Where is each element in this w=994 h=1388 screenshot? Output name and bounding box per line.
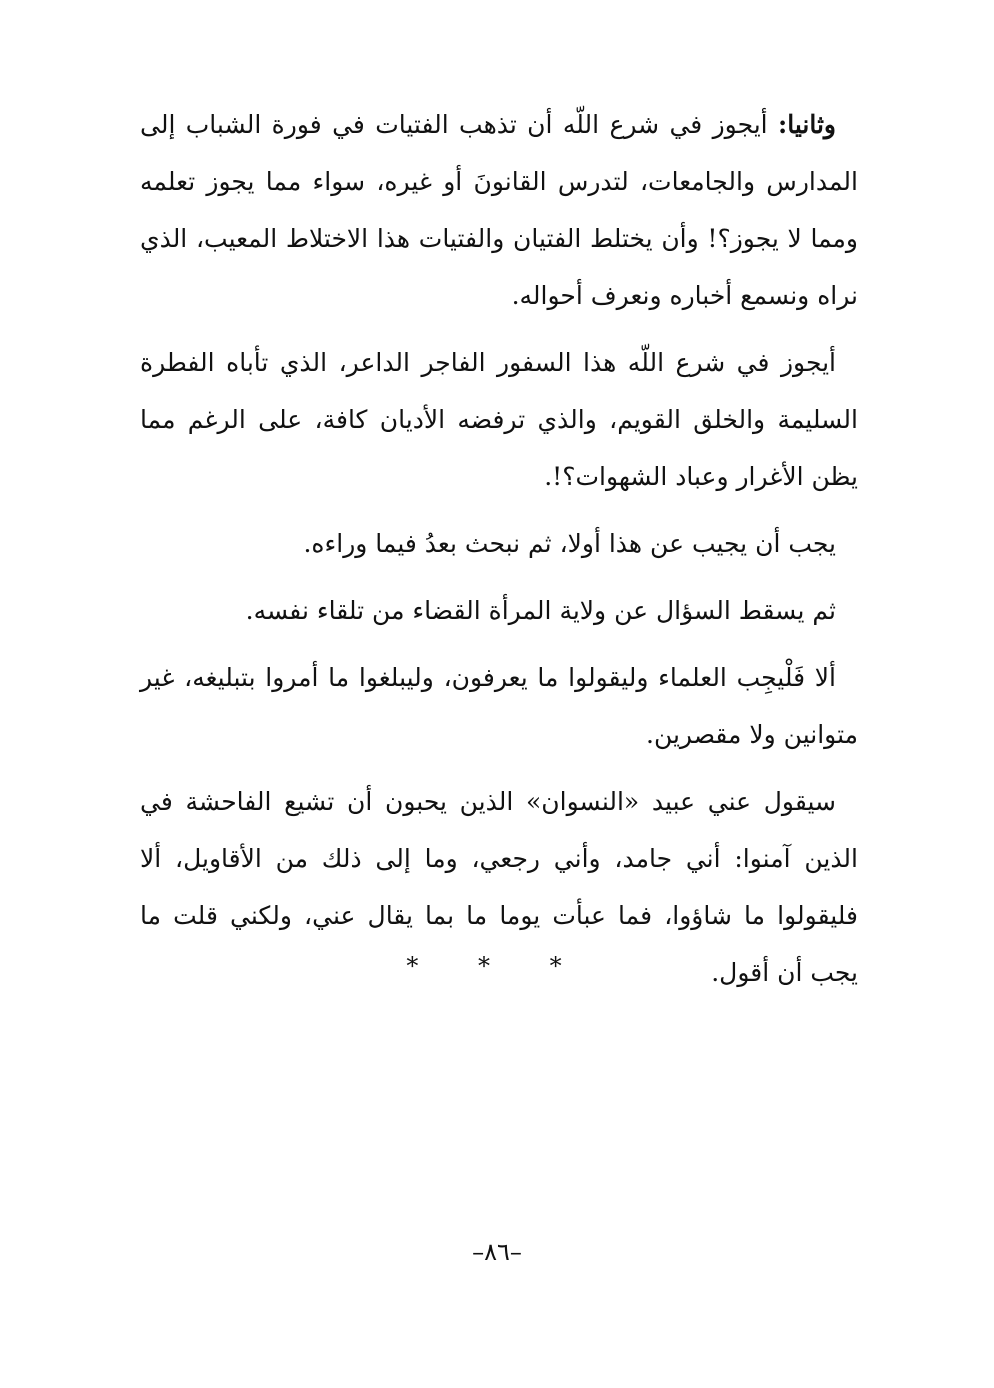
paragraph-6-text: سيقول عني عبيد «النسوان» الذين يحبون أن تشيع الفاحشة في الذين آمنوا: أني جامد، وأني رجعي، وما إلى ذلك من الأقاويل، ألا فليقولوا ما شاؤوا، فما عبأت يوما ما بما يقال عني، ولكني قلت ما يجب أن أقول.	[140, 787, 858, 987]
paragraph-5	[140, 649, 858, 763]
paragraph-4-text: ثم يسقط السؤال عن ولاية المرأة القضاء من تلقاء نفسه.	[245, 596, 836, 625]
page-body	[140, 96, 858, 1011]
section-separator: * * *	[406, 952, 588, 980]
paragraph-1-lead: وثانيا:	[778, 110, 836, 139]
paragraph-5-text: ألا فَلْيجِب العلماء وليقولوا ما يعرفون، وليبلغوا ما أمروا بتبليغه، غير متوانين ولا مقصرين.	[140, 663, 858, 749]
paragraph-1	[140, 96, 858, 324]
paragraph-3-text: يجب أن يجيب عن هذا أولا، ثم نبحث بعدُ فيما وراءه.	[303, 529, 836, 558]
paragraph-4	[140, 582, 858, 639]
page-number: –٨٦–	[472, 1238, 522, 1266]
paragraph-1-text: أيجوز في شرع اللّه أن تذهب الفتيات في فورة الشباب إلى المدارس والجامعات، لتدرس القانونَ أو غيره، سواء مما يجوز تعلمه ومما لا يجوز؟! وأن يختلط الفتيان والفتيات هذا الاختلاط المعيب، الذي نراه ونسمع أخباره ونعرف أحواله.	[140, 110, 858, 310]
paragraph-3	[140, 515, 858, 572]
paragraph-2-text: أيجوز في شرع اللّه هذا السفور الفاجر الداعر، الذي تأباه الفطرة السليمة والخلق القويم، والذي ترفضه الأديان كافة، على الرغم مما يظن الأغرار وعباد الشهوات؟!.	[140, 348, 858, 491]
paragraph-2	[140, 334, 858, 505]
